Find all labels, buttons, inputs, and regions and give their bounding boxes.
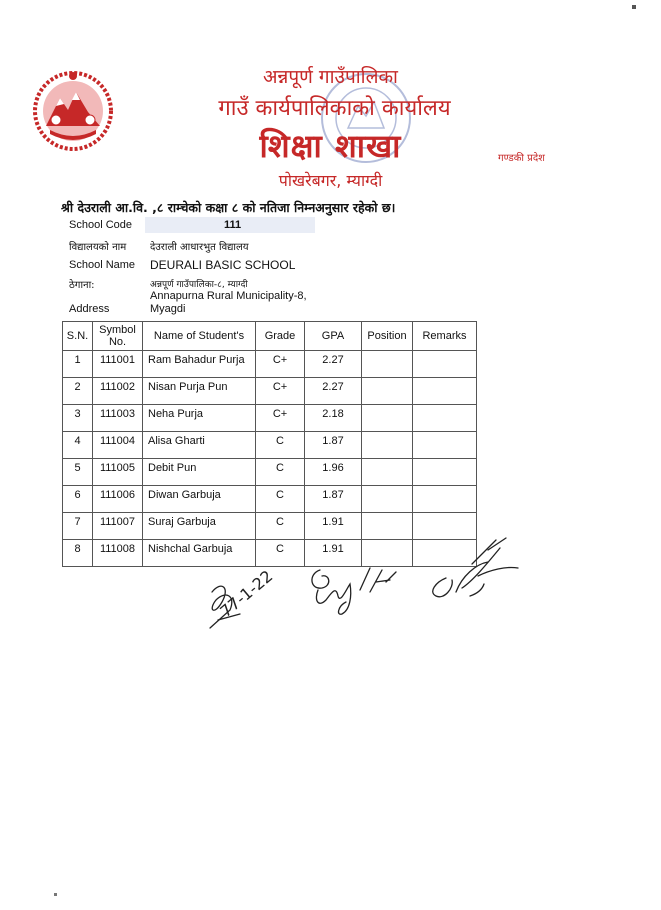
address-np-value: अन्नपूर्ण गाउँपालिका-८, म्याग्दी [150,280,248,290]
cell-gpa: 2.18 [305,405,362,432]
cell-gpa: 1.87 [305,432,362,459]
svg-text:77-1-22: 77-1-22 [216,566,277,622]
cell-name: Diwan Garbuja [143,486,256,513]
section-title: शिक्षा शाखा [259,127,402,165]
cell-name: Alisa Gharti [143,432,256,459]
cell-sn: 2 [63,378,93,405]
cell-name: Debit Pun [143,459,256,486]
cell-grade: C+ [256,405,305,432]
cell-sn: 7 [63,513,93,540]
cell-name: Nisan Purja Pun [143,378,256,405]
cell-name: Ram Bahadur Purja [143,351,256,378]
cell-symbol: 111007 [93,513,143,540]
school-name-np-value: देउराली आधारभुत विद्यालय [150,242,249,253]
cell-grade: C [256,540,305,567]
cell-position [362,432,413,459]
address-value-line2: Myagdi [150,303,186,315]
cell-symbol: 111002 [93,378,143,405]
cell-sn: 4 [63,432,93,459]
header-symbol: Symbol No. [93,322,143,351]
header-position: Position [362,322,413,351]
cell-gpa: 1.87 [305,486,362,513]
header-grade: Grade [256,322,305,351]
cell-name: Nishchal Garbuja [143,540,256,567]
cell-remarks [413,405,477,432]
cell-grade: C [256,459,305,486]
cell-position [362,459,413,486]
header-remarks: Remarks [413,322,477,351]
cell-sn: 8 [63,540,93,567]
cell-sn: 5 [63,459,93,486]
location-title: पोखरेबगर, म्याग्दी [278,171,383,190]
cell-symbol: 111008 [93,540,143,567]
cell-position [362,405,413,432]
cell-sn: 1 [63,351,93,378]
cell-name: Neha Purja [143,405,256,432]
header-sn: S.N. [63,322,93,351]
header-gpa: GPA [305,322,362,351]
cell-symbol: 111004 [93,432,143,459]
table-row [63,432,477,459]
school-name-np-label: विद्यालयको नाम [69,242,127,253]
cell-name: Suraj Garbuja [143,513,256,540]
cell-sn: 6 [63,486,93,513]
cell-grade: C [256,432,305,459]
cell-position [362,486,413,513]
intro-statement: श्री देउराली आ.वि. ,८ राम्चेको कक्षा ८ को नतिजा निम्नअनुसार रहेको छ। [61,200,396,215]
cell-grade: C+ [256,378,305,405]
cell-grade: C [256,486,305,513]
cell-gpa: 1.96 [305,459,362,486]
school-name-label: School Name [69,259,136,271]
municipality-title: अन्नपूर्ण गाउँपालिका [263,66,398,88]
cell-gpa: 1.91 [305,540,362,567]
province-label: गण्डकी प्रदेश [498,153,545,164]
cell-position [362,378,413,405]
address-value-line1: Annapurna Rural Municipality-8, [150,290,307,302]
handwritten-signatures [200,530,530,640]
school-code-label: School Code [69,219,132,231]
address-np-label: ठेगाना: [69,280,95,291]
table-row [63,378,477,405]
cell-grade: C [256,513,305,540]
cell-remarks [413,351,477,378]
school-code-value: 111 [224,219,242,231]
cell-remarks [413,459,477,486]
table-row [63,486,477,513]
table-header-row [63,322,477,351]
cell-sn: 3 [63,405,93,432]
scan-mark [632,5,636,9]
address-label: Address [69,303,110,315]
table-row [63,459,477,486]
cell-position [362,351,413,378]
cell-grade: C+ [256,351,305,378]
table-row [63,405,477,432]
cell-symbol: 111003 [93,405,143,432]
cell-gpa: 2.27 [305,378,362,405]
table-row [63,351,477,378]
cell-gpa: 2.27 [305,351,362,378]
cell-symbol: 111001 [93,351,143,378]
scan-mark [54,893,57,896]
header-name: Name of Student's [143,322,256,351]
cell-symbol: 111005 [93,459,143,486]
cell-gpa: 1.91 [305,513,362,540]
cell-symbol: 111006 [93,486,143,513]
school-name-value: DEURALI BASIC SCHOOL [150,258,296,272]
cell-remarks [413,486,477,513]
office-title: गाउँ कार्यपालिकाको कार्यालय [218,96,451,121]
cell-remarks [413,378,477,405]
cell-remarks [413,432,477,459]
